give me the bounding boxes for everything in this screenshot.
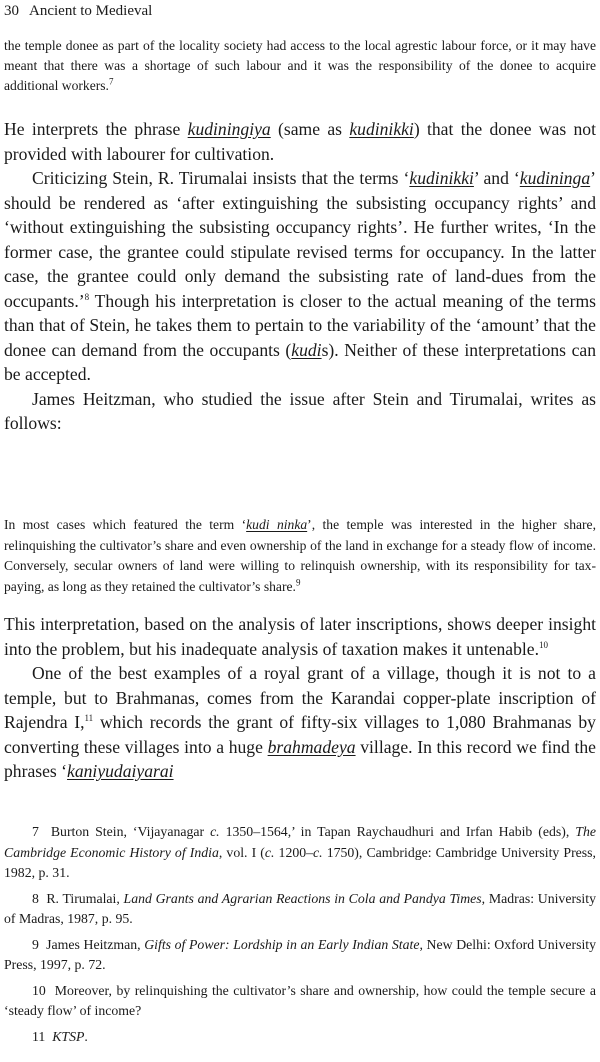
fn7-d: , vol. I ( <box>218 844 265 860</box>
footnote-number: 10 <box>32 982 46 998</box>
note-ref-8: 8 <box>84 291 90 302</box>
fn9-a: James Heitzman, <box>46 936 145 952</box>
paragraph-4 <box>4 612 596 661</box>
term-kudinikki: kudinikki <box>349 119 414 139</box>
note-ref-9: 9 <box>295 576 301 587</box>
block-quote-continued <box>4 36 596 96</box>
footnote-number: 11 <box>32 1028 46 1044</box>
term-brahmadeya: brahmadeya <box>267 736 356 757</box>
note-ref-11: 11 <box>84 713 94 724</box>
running-head <box>4 2 152 20</box>
running-head-title: Ancient to Medieval <box>29 3 153 19</box>
note-ref-10: 10 <box>539 639 549 650</box>
fn8-title: Land Grants and Agrarian Reactions in Cola and Pandya Times <box>123 890 482 906</box>
footnote-number: 9 <box>32 936 39 952</box>
paragraph-1 <box>4 117 596 166</box>
para1-pre: He interprets the phrase <box>4 119 188 139</box>
para2-c: ’ should be rendered as ‘after extinguishing the subsisting occupancy rights’ and ‘without extinguishing the subsisting occupancy rights’. He further writes, ‘In the former case, the grantee could stipulate revised terms for occupancy. In the latter case, the grantee could only demand the subsisting rate of land-dues from the occupants.’ <box>4 168 596 311</box>
fn7-title: The Cambridge Economic History of India <box>4 824 596 860</box>
term-kaniyudaiyarai: kaniyudaiyarai <box>67 761 174 781</box>
term-kudiningiya: kudiningiya <box>187 119 271 139</box>
para1-mid: (same as <box>270 119 350 139</box>
body-text-lower <box>4 612 596 784</box>
term-kudi-ninka: kudi ninka <box>246 517 308 532</box>
fn7-c2: c. <box>264 844 275 860</box>
paragraph-5 <box>4 661 596 784</box>
fn9-b: , New Delhi: Oxford University Press, 1997, p. 72. <box>4 936 597 972</box>
fn10-text: Moreover, by relinquishing the cultivator’s share and ownership, how could the temple secure a ‘steady flow’ of income? <box>4 982 596 1018</box>
para2-d: Though his interpretation is closer to the actual meaning of the terms than that of Stein, he takes them to pertain to the variability of the ‘amount’ that the donee can demand from the occupants ( <box>4 290 596 360</box>
para1-post: ) that the donee was not provided with labourer for cultivation. <box>4 119 596 164</box>
footnote-8 <box>4 889 596 930</box>
quote-a: In most cases which featured the term ‘ <box>4 517 247 532</box>
para5-c: village. In this record we find the phrases ‘ <box>4 736 596 781</box>
para2-a: Criticizing Stein, R. Tirumalai insists that the terms ‘ <box>32 168 410 188</box>
para2-b: ’ and ‘ <box>473 168 520 188</box>
term-kudi: kudi <box>291 339 322 360</box>
fn9-title: Gifts of Power: Lordship in an Early Indian State <box>144 936 420 952</box>
fn8-a: R. Tirumalai, <box>46 890 124 906</box>
body-text-upper <box>4 117 596 436</box>
fn7-e: 1200– <box>274 844 314 860</box>
fn8-b: , Madras: University of Madras, 1987, p. 95. <box>4 890 596 926</box>
quote-b: ’, the temple was interested in the higher share, relinquishing the cultivator’s share and even ownership of the land in exchange for a steady flow of income. Conversely, secular owners of land were willing to relinquish ownership, with its responsibility for tax-paying, as long as they retained the cultivator’s share. <box>4 517 596 594</box>
para5-b: which records the grant of fifty-six villages to 1,080 Brahmanas by converting these villages into a huge <box>4 712 596 757</box>
footnote-11 <box>4 1027 596 1048</box>
quote-text: the temple donee as part of the locality society had access to the local agrestic labour force, or it may have meant that there was a shortage of such labour and it was the responsibility of the donee to acquire additional workers. <box>4 38 596 93</box>
footnote-9 <box>4 935 596 976</box>
term-kudininga: kudininga <box>519 168 591 188</box>
para5-a: One of the best examples of a royal grant of a village, though it is not to a temple, but to Brahmanas, comes from the Karandai copper-plate inscription of Rajendra I, <box>4 663 596 732</box>
paragraph-3: James Heitzman, who studied the issue after Stein and Tirumalai, writes as follows: <box>4 388 596 433</box>
fn11-title: KTSP <box>52 1028 85 1044</box>
term-kudinikki-2: kudinikki <box>409 168 474 188</box>
fn7-c1: c. <box>210 824 220 839</box>
para4-text: This interpretation, based on the analysis of later inscriptions, shows deeper insight into the problem, but his inadequate analysis of taxation makes it untenable. <box>4 614 596 659</box>
footnote-7 <box>4 822 596 884</box>
fn7-a: Burton Stein, ‘Vijayanagar <box>50 824 211 839</box>
block-quote-heitzman <box>4 515 596 597</box>
para2-e: s). Neither of these interpretations can be accepted. <box>4 339 596 384</box>
footnote-number: 7 <box>32 824 39 839</box>
page-number: 30 <box>4 3 19 19</box>
note-ref-7: 7 <box>108 76 114 87</box>
fn7-b: 1350–1564,’ in Tapan Raychaudhuri and Irfan Habib (eds), <box>219 824 576 839</box>
footnote-number: 8 <box>32 890 39 906</box>
fn11-b: . <box>84 1028 88 1044</box>
paragraph-2 <box>4 166 596 387</box>
fn7-c3: c. <box>313 844 323 860</box>
footnote-10 <box>4 981 596 1022</box>
fn7-f: 1750), Cambridge: Cambridge University Press, 1982, p. 31. <box>4 844 596 880</box>
footnotes <box>4 822 596 1047</box>
